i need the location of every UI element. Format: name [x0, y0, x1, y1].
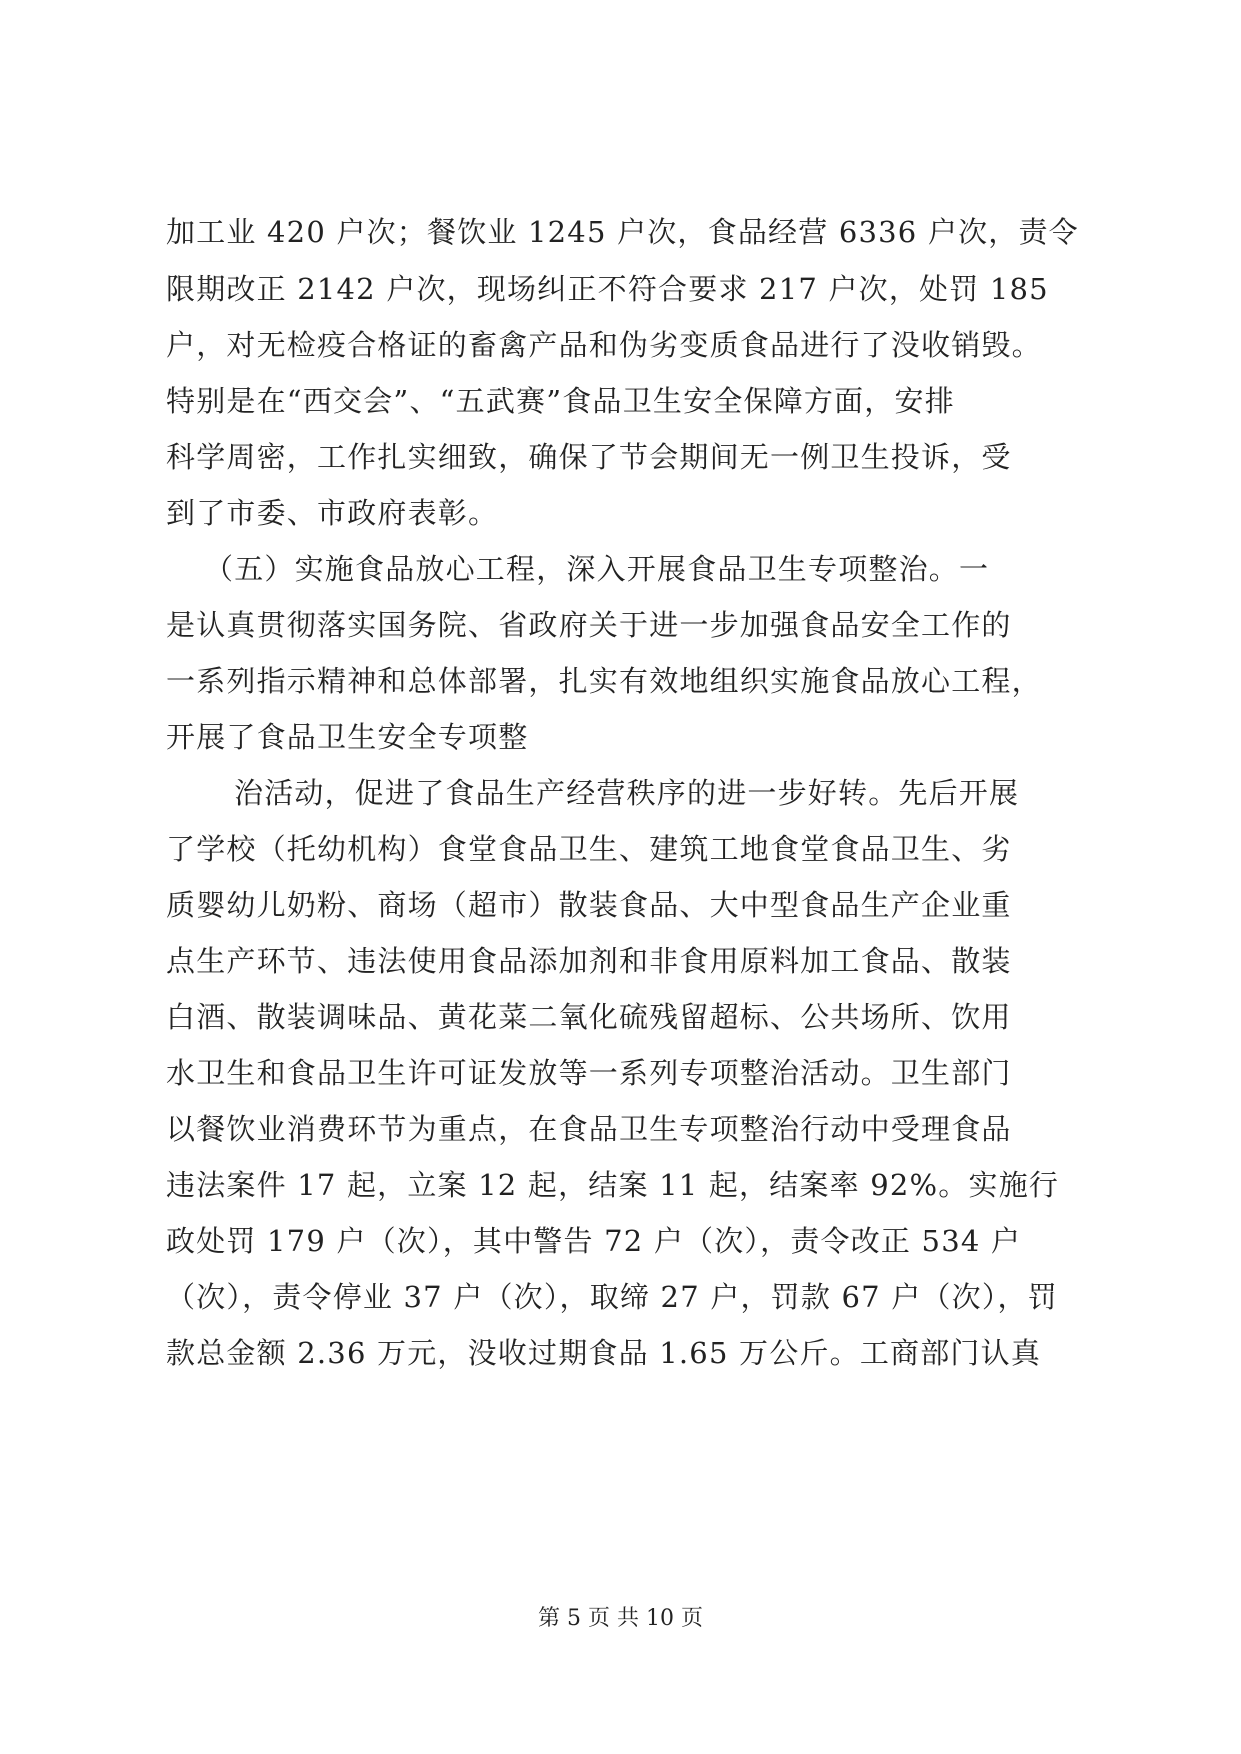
page-number-footer: 第 5 页 共 10 页 [538, 1606, 703, 1631]
body-line: 政处罚 179 户（次），其中警告 72 户（次），责令改正 534 户 [166, 1224, 1022, 1258]
body-line: 质婴幼儿奶粉、商场（超市）散装食品、大中型食品生产企业重 [166, 888, 1012, 922]
body-line: 点生产环节、违法使用食品添加剂和非食用原料加工食品、散装 [166, 944, 1012, 978]
body-line: 白酒、散装调味品、黄花菜二氧化硫残留超标、公共场所、饮用 [166, 1000, 1012, 1034]
body-line: 加工业 420 户次；餐饮业 1245 户次，食品经营 6336 户次，责令 [166, 215, 1079, 249]
paragraph-heading-line: （五）实施食品放心工程，深入开展食品卫生专项整治。一 [204, 552, 990, 586]
body-line: 治活动，促进了食品生产经营秩序的进一步好转。先后开展 [234, 776, 1020, 810]
body-line: 了学校（托幼机构）食堂食品卫生、建筑工地食堂食品卫生、劣 [166, 832, 1012, 866]
body-line: 科学周密，工作扎实细致，确保了节会期间无一例卫生投诉，受 [166, 440, 1012, 474]
body-line: 到了市委、市政府表彰。 [166, 496, 499, 530]
body-line: 一系列指示精神和总体部署，扎实有效地组织实施食品放心工程， [166, 664, 1042, 698]
body-line: 水卫生和食品卫生许可证发放等一系列专项整治活动。卫生部门 [166, 1056, 1012, 1090]
body-line: 限期改正 2142 户次，现场纠正不符合要求 217 户次，处罚 185 [166, 272, 1049, 306]
body-line: 是认真贯彻落实国务院、省政府关于进一步加强食品安全工作的 [166, 608, 1012, 642]
body-line: 户，对无检疫合格证的畜禽产品和伪劣变质食品进行了没收销毁。 [166, 328, 1042, 362]
body-line: 违法案件 17 起，立案 12 起，结案 11 起，结案率 92%。实施行 [166, 1168, 1060, 1202]
body-line: 特别是在“西交会”、“五武赛”食品卫生安全保障方面，安排 [166, 384, 955, 418]
body-line: 款总金额 2.36 万元，没收过期食品 1.65 万公斤。工商部门认真 [166, 1336, 1042, 1370]
body-line: 开展了食品卫生安全专项整 [166, 720, 529, 754]
body-line: 以餐饮业消费环节为重点，在食品卫生专项整治行动中受理食品 [166, 1112, 1012, 1146]
body-line: （次），责令停业 37 户（次），取缔 27 户，罚款 67 户（次），罚 [166, 1280, 1058, 1314]
